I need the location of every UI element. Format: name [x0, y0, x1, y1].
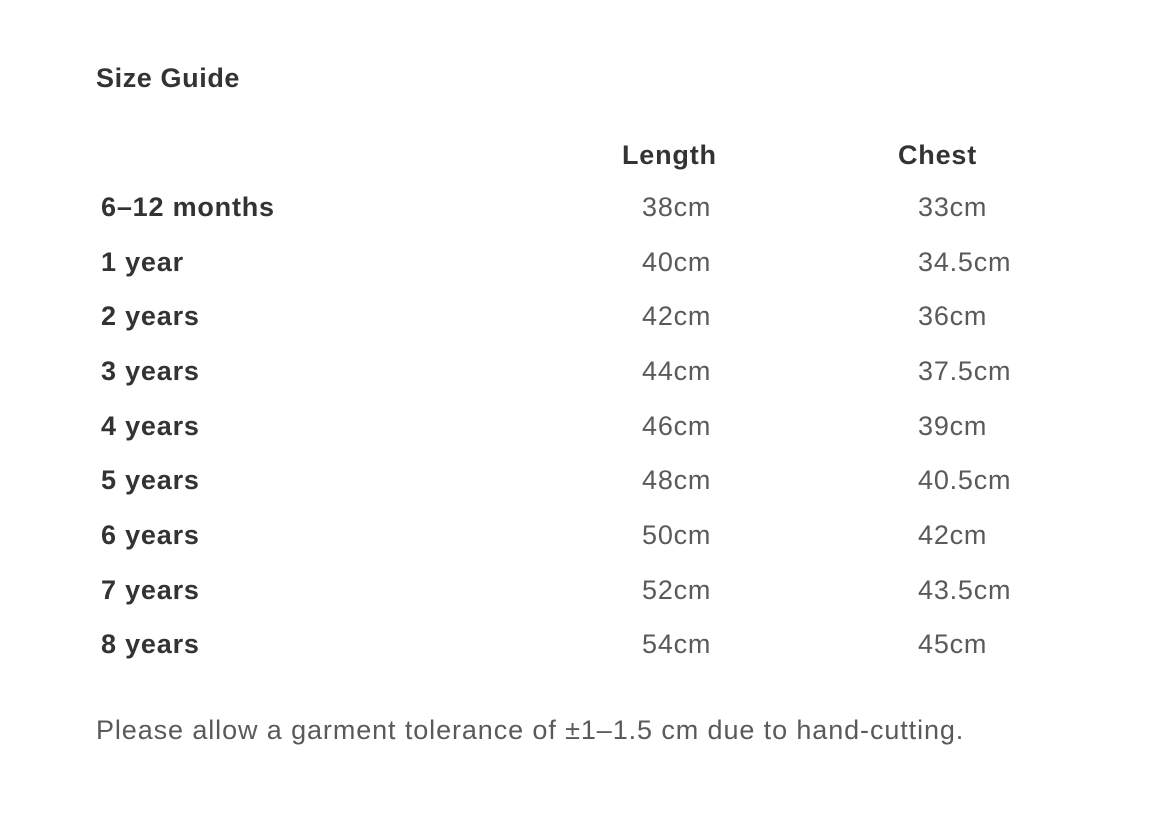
table-row: [96, 508, 1056, 563]
table-row: [96, 289, 1056, 344]
size-cell: 7 years: [101, 574, 200, 605]
size-cell: 6 years: [101, 519, 200, 550]
table-body: [96, 176, 1056, 672]
column-header-length: Length: [622, 140, 717, 170]
table-row: [96, 235, 1056, 290]
chest-cell: 45cm: [918, 629, 988, 660]
chest-cell: 43.5cm: [918, 574, 1012, 605]
size-guide-table: [96, 140, 1056, 672]
column-header-chest: Chest: [898, 140, 978, 170]
chest-cell: 39cm: [918, 410, 988, 441]
length-cell: 50cm: [642, 519, 712, 550]
chest-cell: 37.5cm: [918, 355, 1012, 386]
size-cell: 6–12 months: [101, 191, 275, 222]
length-cell: 52cm: [642, 574, 712, 605]
column-header-size: [96, 140, 622, 176]
size-cell: 8 years: [101, 629, 200, 660]
length-cell: 42cm: [642, 301, 712, 332]
length-cell: 54cm: [642, 629, 712, 660]
tolerance-note: Please allow a garment tolerance of ±1–1.5 cm due to hand-cutting.: [96, 715, 965, 745]
table-header: [96, 140, 1056, 176]
table-row: [96, 176, 1056, 235]
chest-cell: 42cm: [918, 519, 988, 550]
length-cell: 44cm: [642, 355, 712, 386]
chest-cell: 34.5cm: [918, 246, 1012, 277]
table-header-row: [96, 140, 1056, 176]
table-row: [96, 453, 1056, 508]
length-cell: 48cm: [642, 465, 712, 496]
length-cell: 38cm: [642, 191, 712, 222]
chest-cell: 33cm: [918, 191, 988, 222]
size-cell: 2 years: [101, 301, 200, 332]
table-row: [96, 618, 1056, 673]
table-row: [96, 563, 1056, 618]
chest-cell: 40.5cm: [918, 465, 1012, 496]
size-cell: 5 years: [101, 465, 200, 496]
length-cell: 46cm: [642, 410, 712, 441]
page-title: Size Guide: [96, 63, 241, 93]
table-row: [96, 344, 1056, 399]
length-cell: 40cm: [642, 246, 712, 277]
table-row: [96, 399, 1056, 454]
size-cell: 1 year: [101, 246, 184, 277]
size-cell: 3 years: [101, 355, 200, 386]
size-cell: 4 years: [101, 410, 200, 441]
chest-cell: 36cm: [918, 301, 988, 332]
